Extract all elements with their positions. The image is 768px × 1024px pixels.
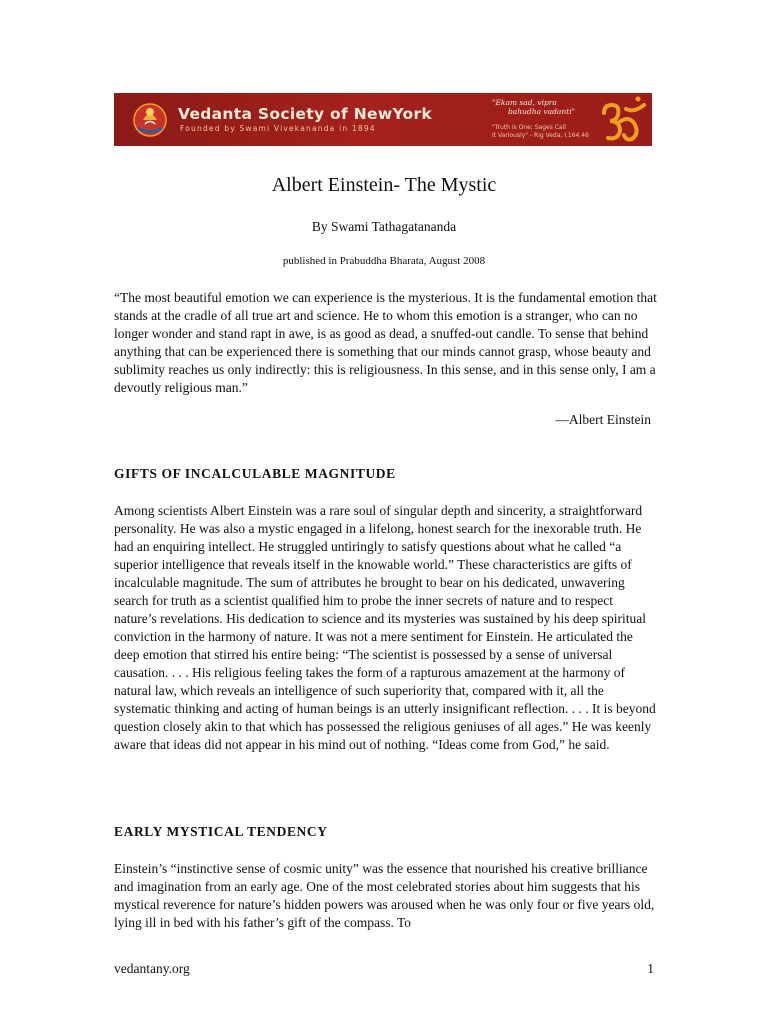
quote-line: bahudha vadanti" xyxy=(508,107,576,116)
quote-line: "Ekam sad, vipra xyxy=(492,98,557,107)
org-name: Vedanta Society of NewYork xyxy=(178,105,433,123)
om-symbol-icon xyxy=(596,93,650,146)
article-byline: By Swami Tathagatananda xyxy=(311,219,457,234)
footer-site-link[interactable]: vedantany.org xyxy=(114,961,190,976)
quote-translation xyxy=(492,124,589,140)
epigraph-quote: “The most beautiful emotion we can experience is the mysterious. It is the fundamental emotion that stands at the cradle of all true art and science. He to whom this emotion is a stranger, who can no longer wonder and stand rapt in awe, is as good as dead, a snuffed-out candle. To sense that behind anything that can be experienced there is something that our minds cannot grasp, whose beauty and sublimity reaches us only indirectly: this is religiousness. In this sense, and in this sense only, I am a devoutly religious man.” xyxy=(114,290,657,395)
section-paragraph: Among scientists Albert Einstein was a rare soul of singular depth and sincerity, a straightforward personality. He was also a mystic engaged in a lifelong, honest search for the inexorable truth. He had an enquiring intellect. He struggled untiringly to satisfy questions about what he called “a superior intelligence that reveals itself in the knowable world.” These characteristics are gifts of incalculable magnitude. The sum of attributes he brought to bear on his dedicated, unwavering search for truth as a scientist qualified him to probe the inner secrets of nature and to respect nature’s revelations. His dedication to science and its mysteries was sustained by his deep spiritual conviction in the harmony of nature. It was not a mere sentiment for Einstein. He articulated the deep emotion that stirred his entire being: “The scientist is possessed by a sense of universal causation. . . . His religious feeling takes the form of a rapturous amazement at the harmony of natural law, which reveals an intelligence of such superiority that, compared with it, all the systematic thinking and acting of human beings is an utterly insignificant reflection. . . . It is beyond question closely akin to that which has possessed the religious geniuses of all ages.” He was keenly aware that ideas did not appear in his mind out of nothing. “Ideas come from God,” he said. xyxy=(114,503,656,752)
quote-line: "Truth is One; Sages Call xyxy=(492,124,566,131)
org-subtitle: Founded by Swami Vivekananda in 1894 xyxy=(180,124,376,133)
epigraph-attribution: —Albert Einstein xyxy=(555,412,651,427)
section-paragraph: Einstein’s “instinctive sense of cosmic unity” was the essence that nourished his creative brilliance and imagination from an early age. One of the most celebrated stories about him suggests that his mystical reverence for nature’s hidden powers was aroused when he was only four or five years old, lying ill in bed with his father’s gift of the compass. To xyxy=(114,861,655,930)
section-heading: EARLY MYSTICAL TENDENCY xyxy=(114,824,328,839)
section-heading: GIFTS OF INCALCULABLE MAGNITUDE xyxy=(114,466,396,481)
vedanta-society-banner xyxy=(114,93,652,146)
publication-note: published in Prabuddha Bharata, August 2008 xyxy=(282,255,486,267)
quote-line: It Variously" - Rig Veda, I.164.46 xyxy=(492,132,589,139)
ramakrishna-order-emblem-icon xyxy=(132,99,168,139)
sanskrit-quote xyxy=(492,98,575,116)
article-title: Albert Einstein- The Mystic xyxy=(271,174,497,196)
page-number: 1 xyxy=(647,961,654,976)
